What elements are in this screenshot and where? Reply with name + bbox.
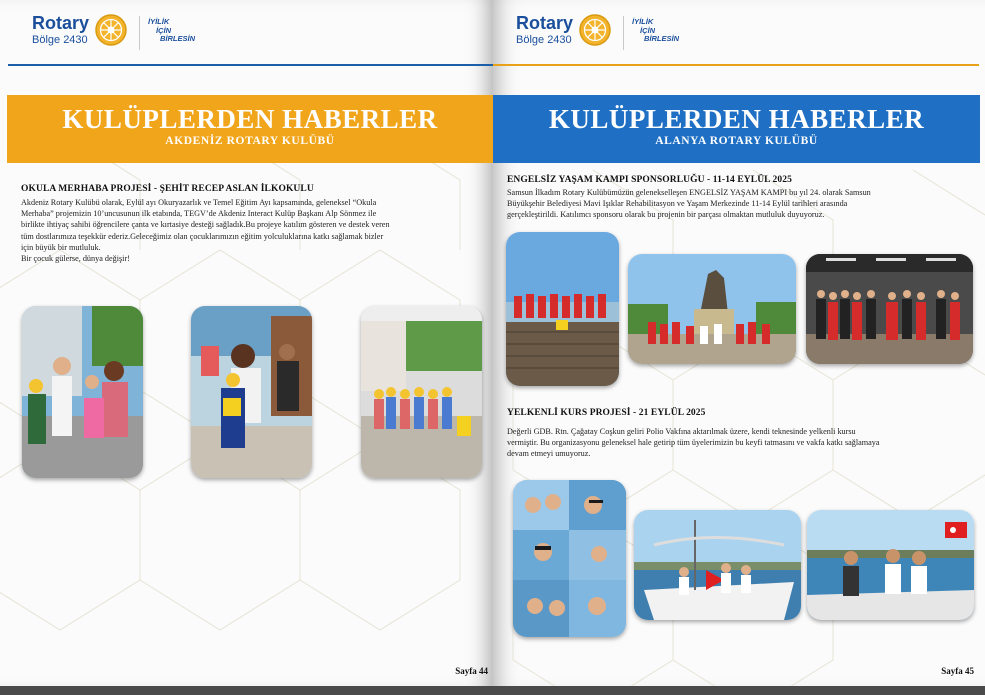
page-number: Sayfa 45 [941, 666, 974, 676]
district-label: Bölge 2430 [32, 34, 88, 46]
banner-title: KULÜPLERDEN HABERLER [62, 104, 438, 134]
right-page [493, 0, 985, 686]
sailing-photo-2 [634, 510, 801, 620]
brand-name: Rotary [32, 13, 90, 33]
sailing-photo-1 [513, 480, 626, 637]
banner-title: KULÜPLERDEN HABERLER [548, 104, 925, 134]
camp-photo-2 [628, 254, 796, 364]
camp-photo-3 [806, 254, 973, 364]
section-banner [7, 95, 493, 163]
slogan-line: İÇİN [156, 25, 172, 35]
article-title: OKULA MERHABA PROJESİ - ŞEHİT RECEP ASLAN İLKOKULU [21, 184, 314, 194]
body-line: Bir çocuk gülerse, dünya değişir! [21, 254, 130, 264]
body-line: devam etmeyi umuyoruz. [507, 449, 591, 459]
header-rule [493, 64, 979, 66]
body-line: Değerli GDB. Rtn. Çağatay Coşkun geliri Polio Vakfına aktarılmak üzere, kendi teknesinde yelkenli kursu [507, 427, 856, 436]
body-line: gerçekleştirildi. Katılımcı sponsoru olarak bu projenin bir parçası olmaktan mutluluk duyuyoruz. [507, 210, 825, 220]
rotary-logo [32, 14, 195, 50]
rotary-wheel-icon [577, 12, 613, 48]
school-photo-2 [191, 306, 312, 478]
article-title: ENGELSİZ YAŞAM KAMPI SPONSORLUĞU - 11-14 EYLÜL 2025 [507, 175, 792, 185]
brand-name: Rotary [516, 13, 574, 33]
sailing-photo-3 [807, 510, 974, 620]
slogan-line: İYİLİK [632, 17, 654, 26]
body-line: Samsun İlkadım Rotary Kulübümüzün gelenekselleşen ENGELSİZ YAŞAM KAMPI bu yıl 24. olarak Samsun [507, 188, 871, 197]
section-banner [493, 95, 980, 163]
page-header [0, 0, 493, 66]
body-line: Akdeniz Rotary Kulübü olarak, Eylül ayı Okuryazarlık ve Temel Eğitim Ayı kapsamında, geleneksel “Okula [21, 198, 377, 207]
viewer-bottom-bar [0, 686, 985, 695]
body-line: birlikte ihtiyaç sahibi öğrencilere çanta ve kırtasiye desteği sağladık.Bu projeye katılım gösteren ve destek veren [21, 220, 390, 230]
slogan [632, 18, 679, 44]
body-line: vermiştir. Bu organizasyonu geleneksel hale getirip tüm üyelerimizin bu keyfi tatmasını ve vakfa katkı sağlamaya [507, 438, 880, 448]
slogan-line: İYİLİK [148, 17, 170, 26]
page-number: Sayfa 44 [455, 666, 488, 676]
body-line: tüm dostlarımıza teşekkür ederiz.Geleceğimiz olan çocuklarımızın eğitim yolculuklarına katkı sağlamak bizler [21, 231, 384, 241]
slogan-line: İÇİN [640, 25, 656, 35]
rotary-logo [516, 14, 679, 50]
slogan-line: BİRLESİN [160, 34, 196, 43]
article-body [21, 197, 491, 264]
header-rule [8, 64, 493, 66]
logo-divider [139, 16, 140, 50]
school-photo-1 [22, 306, 143, 478]
body-line: Merhaba” projemizin 10’uncusunun ilk etabında, TEGV’de Akdeniz Interact Kulüp Başkanı Alp Sönmez ile [21, 209, 377, 219]
article-body [507, 187, 977, 221]
school-photo-3 [361, 306, 482, 478]
left-page [0, 0, 493, 686]
logo-divider [623, 16, 624, 50]
district-label: Bölge 2430 [516, 34, 572, 46]
slogan-line: BİRLESİN [644, 34, 680, 43]
page-header [493, 0, 985, 66]
article-title: YELKENLİ KURS PROJESİ - 21 EYLÜL 2025 [507, 408, 706, 418]
banner-subtitle: ALANYA ROTARY KULÜBÜ [655, 135, 818, 147]
camp-photo-1 [506, 232, 619, 386]
slogan [148, 18, 195, 44]
body-line: için büyük bir mutluluk. [21, 242, 101, 252]
article-body [507, 426, 977, 460]
banner-subtitle: AKDENİZ ROTARY KULÜBÜ [165, 135, 335, 147]
rotary-wheel-icon [93, 12, 129, 48]
body-line: Büyükşehir Belediyesi Mavi Işıklar Rehabilitasyon ve Yaşam Merkezinde 11-14 Eylül tarihleri arasında [507, 199, 848, 209]
